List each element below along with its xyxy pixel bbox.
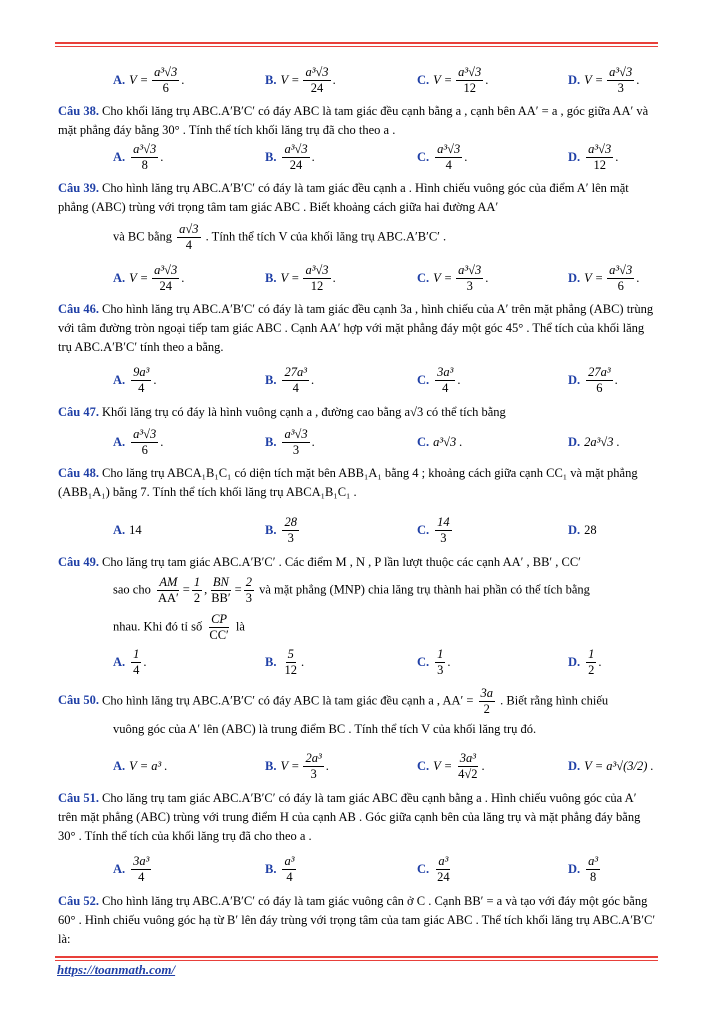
q50-option-b[interactable]: B. V = $\frac{\text{2a³}}{3}$ .	[265, 750, 329, 781]
question-number: Câu 38.	[58, 104, 99, 118]
q37-option-c[interactable]: C. V = $\frac{\text{a³√3}}{12}$ .	[417, 64, 489, 95]
q50-option-d[interactable]: D. V = a³√(3/2) .	[568, 758, 654, 773]
q38-options	[113, 139, 658, 175]
q37-option-b[interactable]: B. V = $\frac{\text{a³√3}}{24}$ .	[265, 64, 336, 95]
q50-option-a[interactable]: A. V = a³ .	[113, 758, 168, 773]
q48-option-a[interactable]: A. 14	[113, 522, 142, 537]
q38-option-d[interactable]: D. $\frac{\text{a³√3}}{12}$ .	[568, 141, 619, 172]
q39-option-a[interactable]: A. V = $\frac{\text{a³√3}}{24}$ .	[113, 262, 185, 293]
q50-options	[113, 748, 658, 784]
q47-options	[113, 424, 658, 460]
question-49: Câu 49. Cho lăng trụ tam giác ABC.A′B′C′ . Các điểm M , N , P lần lượt thuộc các cạnh AA′ , BB′ , CC′	[58, 555, 581, 569]
q47-option-c[interactable]: C. a³√3 .	[417, 434, 463, 449]
question-text: Cho khối lăng trụ ABC.A′B′C′ có đáy ABC là tam giác đều cạnh bằng a , cạnh bên AA′ = a , góc giữa AA′ và mặt phẳng đáy bằng 30° . Tính thể tích khối lăng trụ đã cho theo a .	[58, 104, 649, 137]
q51-option-b[interactable]: B. $\frac{\text{a³}}{4}$	[265, 853, 295, 884]
q39-option-d[interactable]: D. V = $\frac{\text{a³√3}}{6}$ .	[568, 262, 640, 293]
q39-option-b[interactable]: B. V = $\frac{\text{a³√3}}{12}$ .	[265, 262, 336, 293]
question-46: Câu 46. Cho hình lăng trụ ABC.A′B′C′ có đáy là tam giác đều cạnh 3a , hình chiếu của A′ trên mặt phẳng (ABC) trùng với tâm đường tròn ngoại tiếp tam giác ABC . Cạnh AA′ hợp với mặt phẳng đáy một góc 45° . Thể tích của khối lăng trụ ABC.A′B′C′ tính theo a bằng.	[58, 302, 654, 354]
question-49-line2: sao cho $\frac{AM}{AA'}$ = $\frac{1}{2}$ , $\frac{BN}{BB'}$ = $\frac{2}{3}$ và mặt phẳng (MNP) chia lăng trụ thành hai phần có thể tích bằng	[113, 575, 590, 605]
q46-option-b[interactable]: B. $\frac{\text{27a³}}{4}$ .	[265, 364, 315, 395]
q51-option-c[interactable]: C. $\frac{\text{a³}}{24}$	[417, 853, 450, 884]
q46-options	[113, 362, 658, 398]
q49-option-d[interactable]: D. $\frac{1}{2}$ .	[568, 646, 602, 677]
q48-option-d[interactable]: D. 28	[568, 522, 597, 537]
q51-options	[113, 851, 658, 887]
q51-option-a[interactable]: A. $\frac{\text{3a³}}{4}$	[113, 853, 150, 884]
q46-option-a[interactable]: A. $\frac{\text{9a³}}{4}$ .	[113, 364, 157, 395]
q46-option-d[interactable]: D. $\frac{\text{27a³}}{6}$ .	[568, 364, 618, 395]
header-rule	[55, 42, 658, 47]
q49-options	[113, 644, 658, 680]
q49-option-b[interactable]: B. $\frac{5}{12}$ .	[265, 646, 305, 677]
question-39: Câu 39. Cho hình lăng trụ ABC.A′B′C′ có đáy là tam giác đều cạnh a . Hình chiếu vuông góc của điểm A′ lên mặt phẳng (ABC) trùng với trọng tâm tam giác ABC . Biết khoảng cách giữa hai đường AA′	[58, 181, 629, 214]
question-51: Câu 51. Cho lăng trụ tam giác ABC.A′B′C′ có đáy là tam giác ABC đều cạnh bằng a . Hình chiếu vuông góc của A′ trên mặt phẳng (ABC) trùng với trung điểm H của cạnh AB . Góc giữa cạnh bên của lăng trụ và mặt phẳng đáy bằng 30° . Tính thể tích của khối lăng trụ đã cho theo a .	[58, 791, 641, 843]
question-52: Câu 52. Cho hình lăng trụ ABC.A′B′C′ có đáy là tam giác vuông cân ở C . Cạnh BB′ = a và tạo với đáy một góc bằng 60° . Hình chiếu vuông góc hạ từ B′ lên đáy trùng với trọng tâm của tam giác ABC . Thể tích khối lăng trụ ABC.A′B′C′ là:	[58, 894, 656, 946]
footer-link[interactable]: https://toanmath.com/	[57, 962, 176, 977]
q48-options	[113, 512, 658, 548]
question-48: Câu 48. Cho lăng trụ ABCA₁B₁C₁ có diện tích mặt bên ABB₁A₁ bằng 4 ; khoảng cách giữa cạnh CC₁ và mặt phẳng (ABB₁A₁) bằng 7. Tính thể tích khối lăng trụ ABCA₁B₁C₁ .	[58, 466, 638, 499]
q37-option-d[interactable]: D. V = $\frac{\text{a³√3}}{3}$ .	[568, 64, 640, 95]
q49-option-c[interactable]: C. $\frac{1}{3}$ .	[417, 646, 451, 677]
footer-rule	[55, 956, 658, 961]
q49-option-a[interactable]: A. $\frac{1}{4}$ .	[113, 646, 147, 677]
q37-option-a[interactable]: A. V = $\frac{\text{a³√3}}{6}$ .	[113, 64, 185, 95]
q38-option-a[interactable]: A. $\frac{\text{a³√3}}{8}$ .	[113, 141, 164, 172]
question-50-line2: vuông góc của A′ lên (ABC) là trung điểm BC . Tính thể tích V của khối lăng trụ đó.	[113, 722, 537, 736]
q47-option-b[interactable]: B. $\frac{\text{a³√3}}{3}$ .	[265, 426, 315, 457]
q39-options	[113, 260, 658, 296]
q38-option-c[interactable]: C. $\frac{\text{a³√3}}{4}$ .	[417, 141, 468, 172]
q37-options	[113, 62, 658, 98]
question-49-line3: nhau. Khi đó tỉ số $\frac{CP}{CC'}$ là	[113, 612, 245, 642]
q39-option-c[interactable]: C. V = $\frac{\text{a³√3}}{3}$ .	[417, 262, 489, 293]
q48-option-c[interactable]: C. $\frac{14}{3}$	[417, 514, 450, 545]
question-47: Câu 47. Khối lăng trụ có đáy là hình vuông cạnh a , đường cao bằng a√3 có thể tích bằng	[58, 405, 506, 419]
q51-option-d[interactable]: D. $\frac{\text{a³}}{8}$	[568, 853, 599, 884]
question-39-line2: và BC bằng $\frac{a√3}{4}$ . Tính thể tích V của khối lăng trụ ABC.A′B′C′ .	[113, 222, 447, 252]
q47-option-d[interactable]: D. 2a³√3 .	[568, 434, 620, 449]
question-50: Câu 50. Cho hình lăng trụ ABC.A′B′C′ có đáy ABC là tam giác đều cạnh a , AA′ = $\frac{3a}{2}$ . Biết rằng hình chiếu	[58, 686, 609, 716]
q48-option-b[interactable]: B. $\frac{28}{3}$	[265, 514, 297, 545]
q38-option-b[interactable]: B. $\frac{\text{a³√3}}{24}$ .	[265, 141, 315, 172]
q47-option-a[interactable]: A. $\frac{\text{a³√3}}{6}$ .	[113, 426, 164, 457]
q50-option-c[interactable]: C. V = $\frac{\text{3a³}}{4√2}$ .	[417, 750, 485, 781]
question-38	[58, 102, 658, 140]
q46-option-c[interactable]: C. $\frac{\text{3a³}}{4}$ .	[417, 364, 461, 395]
